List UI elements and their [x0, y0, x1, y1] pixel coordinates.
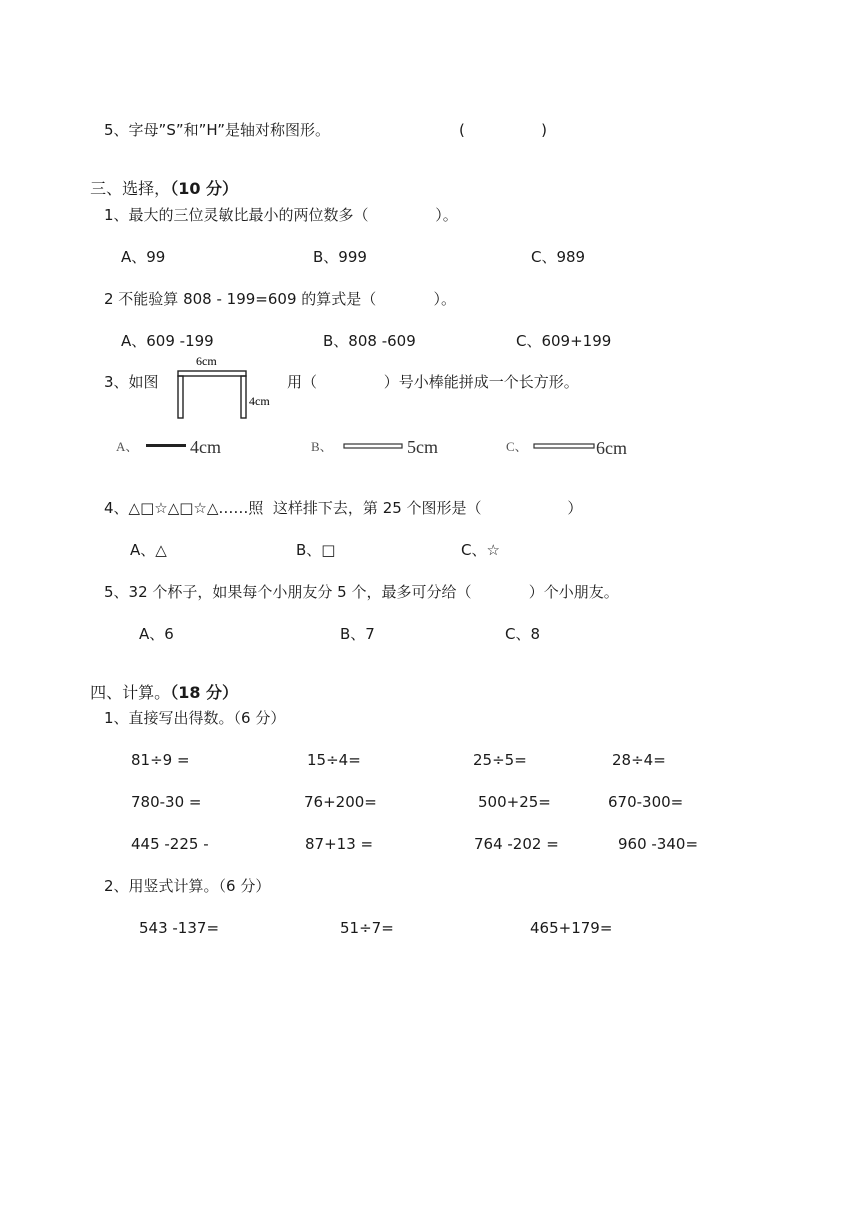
figure-right-bar [241, 376, 246, 418]
s3-q2-option-c: C、609+199 [516, 332, 612, 350]
calc-r3-c3: 764 -202 = [474, 835, 559, 853]
calc-r1-c2: 15÷4= [307, 751, 361, 769]
vertical-calc-3: 465+179= [530, 919, 613, 937]
calc-r3-c4: 960 -340= [618, 835, 699, 853]
s3-q4-option-c: C、☆ [461, 541, 500, 559]
section4-points: （18 分） [170, 683, 239, 702]
rectangle-frame-figure [172, 352, 282, 420]
s3-q4-option-a: A、△ [130, 541, 167, 559]
s3-q3-option-c [506, 433, 646, 461]
s3-q5-option-c: C、8 [505, 625, 541, 643]
s3-q1-option-c: C、989 [531, 248, 586, 266]
option-b-length: 5cm [407, 437, 438, 457]
section3-heading [80, 165, 238, 197]
s3-q2-text: 2 不能验算 808 - 199=609 的算式是（ ）。 [104, 290, 456, 308]
vertical-calc-1: 543 -137= [139, 919, 220, 937]
calc-r2-c2: 76+200= [304, 793, 377, 811]
figure-top-bar [178, 371, 246, 376]
calc-r1-c4: 28÷4= [612, 751, 666, 769]
option-c-length: 6cm [596, 438, 627, 458]
s3-q5-option-a: A、6 [139, 625, 174, 643]
section4-heading [80, 669, 238, 701]
calc-r3-c2: 87+13 = [305, 835, 374, 853]
s4-p2-text: 2、用竖式计算。（6 分） [104, 877, 271, 895]
s3-q1-text: 1、最大的三位灵敏比最小的两位数多（ ）。 [104, 206, 458, 224]
s3-q2-option-a: A、609 -199 [121, 332, 214, 350]
option-a-letter: A、 [116, 439, 139, 454]
s3-q1-option-b: B、999 [313, 248, 367, 266]
calc-r2-c3: 500+25= [478, 793, 551, 811]
s3-q3-prefix: 3、如图 [104, 373, 159, 391]
section4-title: 四、计算。 [90, 683, 171, 702]
calc-r3-c1: 445 -225 - [131, 835, 209, 853]
s3-q3-option-b [311, 433, 451, 459]
section3-title: 三、选择， [90, 179, 171, 198]
s3-q4-option-b: B、□ [296, 541, 336, 559]
s3-q5-option-b: B、7 [340, 625, 375, 643]
calc-r2-c1: 780-30 = [131, 793, 202, 811]
stick-c [534, 444, 594, 448]
option-a-length: 4cm [190, 437, 221, 457]
s3-q3-suffix: 用（ ）号小棒能拼成一个长方形。 [287, 373, 579, 391]
judge-q5-answer-paren: ( ) [459, 121, 547, 139]
option-b-letter: B、 [311, 439, 333, 454]
figure-left-bar [178, 376, 183, 418]
judge-q5-text: 5、字母”S”和”H”是轴对称图形。 [104, 121, 330, 139]
vertical-calc-2: 51÷7= [340, 919, 394, 937]
calc-r1-c1: 81÷9 = [131, 751, 190, 769]
option-c-letter: C、 [506, 439, 528, 454]
calc-r1-c3: 25÷5= [473, 751, 527, 769]
s3-q4-text: 4、△□☆△□☆△……照 这样排下去，第 25 个图形是（ ） [104, 499, 583, 517]
s3-q1-option-a: A、99 [121, 248, 166, 266]
figure-top-label: 6cm [196, 354, 217, 368]
s3-q5-text: 5、32 个杯子，如果每个小朋友分 5 个，最多可分给（ ）个小朋友。 [104, 583, 619, 601]
s3-q3-option-a [116, 433, 246, 459]
calc-r2-c4: 670-300= [608, 793, 684, 811]
figure-side-label: 4cm [249, 394, 270, 408]
section3-points: （10 分） [170, 179, 239, 198]
stick-b [344, 444, 402, 448]
s4-p1-text: 1、直接写出得数。（6 分） [104, 709, 286, 727]
stick-a [146, 444, 186, 447]
s3-q2-option-b: B、808 -609 [323, 332, 416, 350]
